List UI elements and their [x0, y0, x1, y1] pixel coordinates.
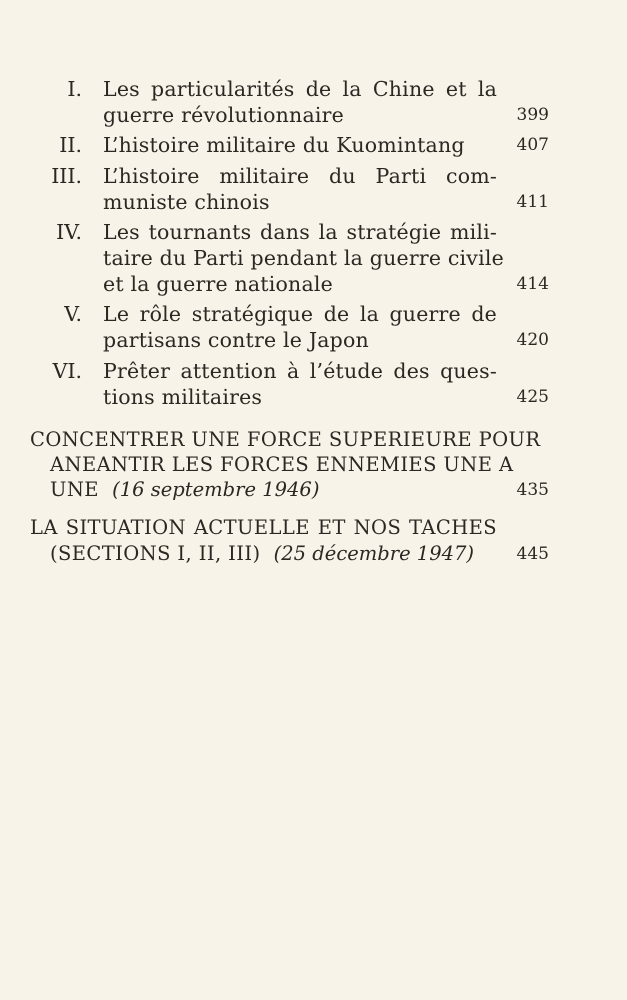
page-number: 407 — [516, 135, 549, 155]
page-number: 435 — [516, 480, 549, 500]
page-number: 411 — [516, 192, 549, 212]
section-number: III. — [51, 164, 82, 188]
section-title-line: Les tournants dans la stratégie mili- — [103, 220, 497, 244]
page-number: 414 — [516, 274, 549, 294]
article-title-line: LA SITUATION ACTUELLE ET NOS TACHES — [30, 516, 497, 539]
page-number: 420 — [516, 330, 549, 350]
section-title-line: partisans contre le Japon — [103, 328, 369, 352]
article-date: (16 septembre 1946) — [112, 478, 320, 501]
section-title-line: Le rôle stratégique de la guerre de — [103, 302, 497, 326]
article-title-text: (SECTIONS I, II, III) — [50, 542, 261, 565]
section-number: IV. — [56, 220, 82, 244]
article-title-line — [50, 477, 319, 503]
article-title-line: ANEANTIR LES FORCES ENNEMIES UNE A — [50, 453, 514, 476]
section-title-line: Prêter attention à l’étude des ques- — [103, 359, 497, 383]
section-number: V. — [64, 302, 82, 326]
article-date: (25 décembre 1947) — [273, 542, 475, 565]
section-title-line: Les particularités de la Chine et la — [103, 77, 497, 101]
page-number: 399 — [516, 105, 549, 125]
section-number: I. — [67, 77, 82, 101]
section-title-line: L’histoire militaire du Parti com- — [103, 164, 497, 188]
page-number: 445 — [516, 544, 549, 564]
section-number: VI. — [52, 359, 82, 383]
article-title-line: CONCENTRER UNE FORCE SUPERIEURE POUR — [30, 428, 541, 451]
section-title-line: guerre révolutionnaire — [103, 103, 344, 127]
page-number: 425 — [516, 387, 549, 407]
section-number: II. — [59, 133, 82, 157]
article-title-text: UNE — [50, 478, 99, 501]
section-title-line: muniste chinois — [103, 190, 270, 214]
section-title-line: L’histoire militaire du Kuomintang — [103, 133, 465, 157]
section-title-line: taire du Parti pendant la guerre civile — [103, 246, 504, 270]
section-title-line: tions militaires — [103, 385, 263, 409]
article-title-line — [50, 541, 474, 567]
section-title-line: et la guerre nationale — [103, 272, 333, 296]
